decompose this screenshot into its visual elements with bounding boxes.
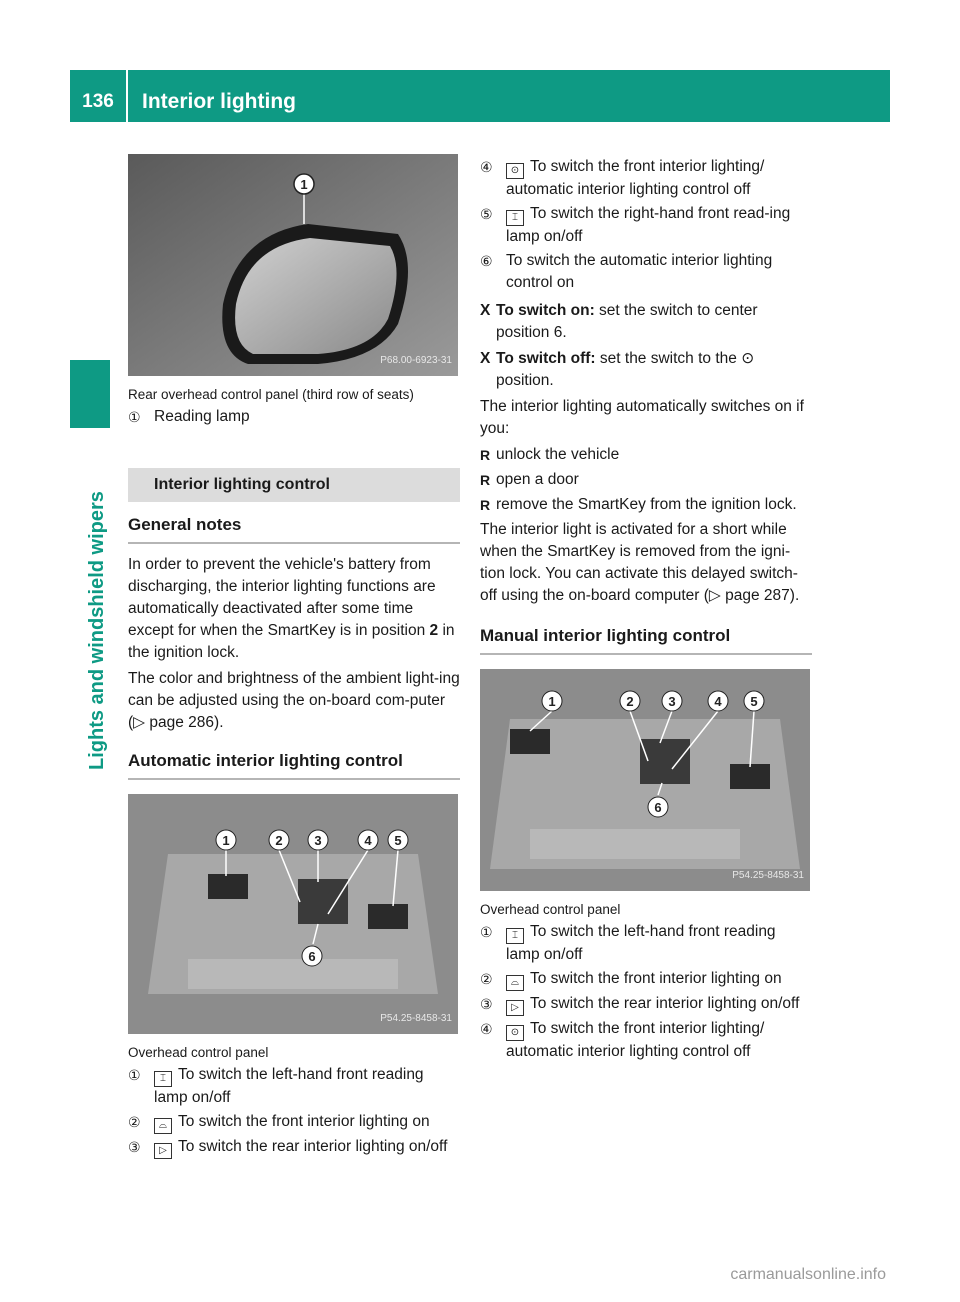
callout-4: 4 bbox=[364, 833, 372, 848]
callout-6: 6 bbox=[308, 949, 316, 964]
side-tab-label: Lights and windshield wipers bbox=[86, 491, 108, 770]
legend-marker: ① bbox=[128, 409, 141, 425]
bullet-icon: R bbox=[480, 497, 491, 513]
callout-2: 2 bbox=[275, 833, 283, 848]
callout-3: 3 bbox=[314, 833, 322, 848]
reading-lamp-icon: ⌶ bbox=[506, 928, 524, 944]
photo-id: P54.25-8458-31 bbox=[732, 870, 804, 881]
legend-item: ② ⌓ To switch the front interior lighting on bbox=[128, 1111, 460, 1134]
photo-id: P54.25-8458-31 bbox=[380, 1013, 452, 1024]
callout-5: 5 bbox=[394, 833, 402, 848]
activated-para: The interior light is activated for a short while when the SmartKey is removed from the igni-tion lock. You can activate this delayed switch-off using the on-board computer (▷ page 287). bbox=[480, 521, 800, 604]
right-column bbox=[480, 154, 812, 1063]
overhead-panel-photo bbox=[480, 669, 810, 891]
callout-1: 1 bbox=[548, 694, 556, 709]
arrow-icon: X bbox=[480, 302, 491, 319]
legend-item: ③ ▷ To switch the rear interior lighting on/off bbox=[480, 993, 812, 1016]
legend-item: ⑤ ⌶ To switch the right-hand front read-ing lamp on/off bbox=[480, 205, 791, 245]
auto-intro: The interior lighting automatically switches on if you: bbox=[480, 398, 804, 437]
auto-off-icon: ⊙ bbox=[506, 1025, 524, 1041]
callout-3: 3 bbox=[668, 694, 676, 709]
legend-continued bbox=[480, 156, 812, 294]
general-notes-p2: The color and brightness of the ambient light-ing can be adjusted using the on-board com-puter (▷ page 286). bbox=[128, 670, 460, 731]
bullet-item: R open a door bbox=[480, 469, 812, 491]
manual-lighting-heading: Manual interior lighting control bbox=[480, 625, 812, 655]
rear-panel-photo bbox=[128, 154, 458, 376]
general-notes-p1: In order to prevent the vehicle's battery from discharging, the interior lighting functions are automatically deactivated after some time except for when the SmartKey is in position 2 in the ignition lock. bbox=[128, 556, 455, 661]
front-light-icon: ⌓ bbox=[506, 975, 524, 991]
overhead-panel-photo bbox=[128, 794, 458, 1034]
legend-item: ① ⌶ To switch the left-hand front reading lamp on/off bbox=[480, 923, 776, 963]
photo-caption: Rear overhead control panel (third row of seats) bbox=[128, 387, 414, 402]
legend-item: ④ ⊙ To switch the front interior lighting/ automatic interior lighting control off bbox=[480, 158, 765, 198]
callout-5: 5 bbox=[750, 694, 758, 709]
rear-light-icon: ▷ bbox=[506, 1000, 524, 1016]
general-notes-heading: General notes bbox=[128, 514, 460, 544]
rear-panel-illustration bbox=[128, 154, 458, 376]
callout-6: 6 bbox=[654, 800, 662, 815]
front-light-icon: ⌓ bbox=[154, 1118, 172, 1134]
photo2-legend bbox=[128, 1064, 460, 1159]
legend-item: ⑥ To switch the automatic interior lighting control on bbox=[480, 252, 773, 291]
photo-id: P68.00-6923-31 bbox=[380, 355, 452, 366]
legend-item: ① ⌶ To switch the left-hand front reading lamp on/off bbox=[128, 1066, 424, 1106]
photo3-legend bbox=[480, 921, 812, 1063]
overhead-panel-illustration bbox=[128, 794, 458, 1034]
photo1-legend bbox=[128, 406, 460, 428]
bullet-item: R remove the SmartKey from the ignition lock. bbox=[480, 494, 812, 516]
bullet-icon: R bbox=[480, 472, 491, 488]
rear-light-icon: ▷ bbox=[154, 1143, 172, 1159]
legend-item: ③ ▷ To switch the rear interior lighting on/off bbox=[128, 1136, 460, 1159]
side-tab bbox=[86, 432, 126, 772]
left-column bbox=[128, 154, 460, 1159]
steps-list bbox=[480, 300, 812, 392]
photo-caption: Overhead control panel bbox=[128, 1045, 269, 1060]
auto-off-icon: ⊙ bbox=[506, 163, 524, 179]
page-title: Interior lighting bbox=[142, 90, 296, 113]
footer-watermark: carmanualsonline.info bbox=[730, 1266, 886, 1283]
step-item: X To switch on: set the switch to center position 6. bbox=[480, 302, 758, 341]
side-tab-block bbox=[70, 360, 110, 428]
legend-item bbox=[128, 406, 460, 428]
legend-item: ② ⌓ To switch the front interior lighting on bbox=[480, 968, 812, 991]
legend-text: Reading lamp bbox=[154, 408, 250, 425]
arrow-icon: X bbox=[480, 350, 491, 367]
reading-lamp-icon: ⌶ bbox=[154, 1071, 172, 1087]
callout-4: 4 bbox=[714, 694, 722, 709]
photo-caption: Overhead control panel bbox=[480, 902, 621, 917]
reading-lamp-icon: ⌶ bbox=[506, 210, 524, 226]
callout-1: 1 bbox=[222, 833, 230, 848]
header-divider bbox=[126, 70, 128, 122]
callout-2: 2 bbox=[626, 694, 634, 709]
bullet-list bbox=[480, 444, 812, 516]
bullet-icon: R bbox=[480, 447, 491, 463]
legend-item: ④ ⊙ To switch the front interior lighting/ automatic interior lighting control off bbox=[480, 1020, 765, 1060]
auto-lighting-heading: Automatic interior lighting control bbox=[128, 750, 460, 780]
callout-1: 1 bbox=[300, 177, 308, 192]
step-item: X To switch off: set the switch to the ⊙ position. bbox=[480, 350, 755, 389]
overhead-panel-illustration bbox=[480, 669, 810, 891]
page-number: 136 bbox=[82, 91, 114, 112]
section-heading: Interior lighting control bbox=[128, 468, 460, 502]
bullet-item: R unlock the vehicle bbox=[480, 444, 812, 466]
